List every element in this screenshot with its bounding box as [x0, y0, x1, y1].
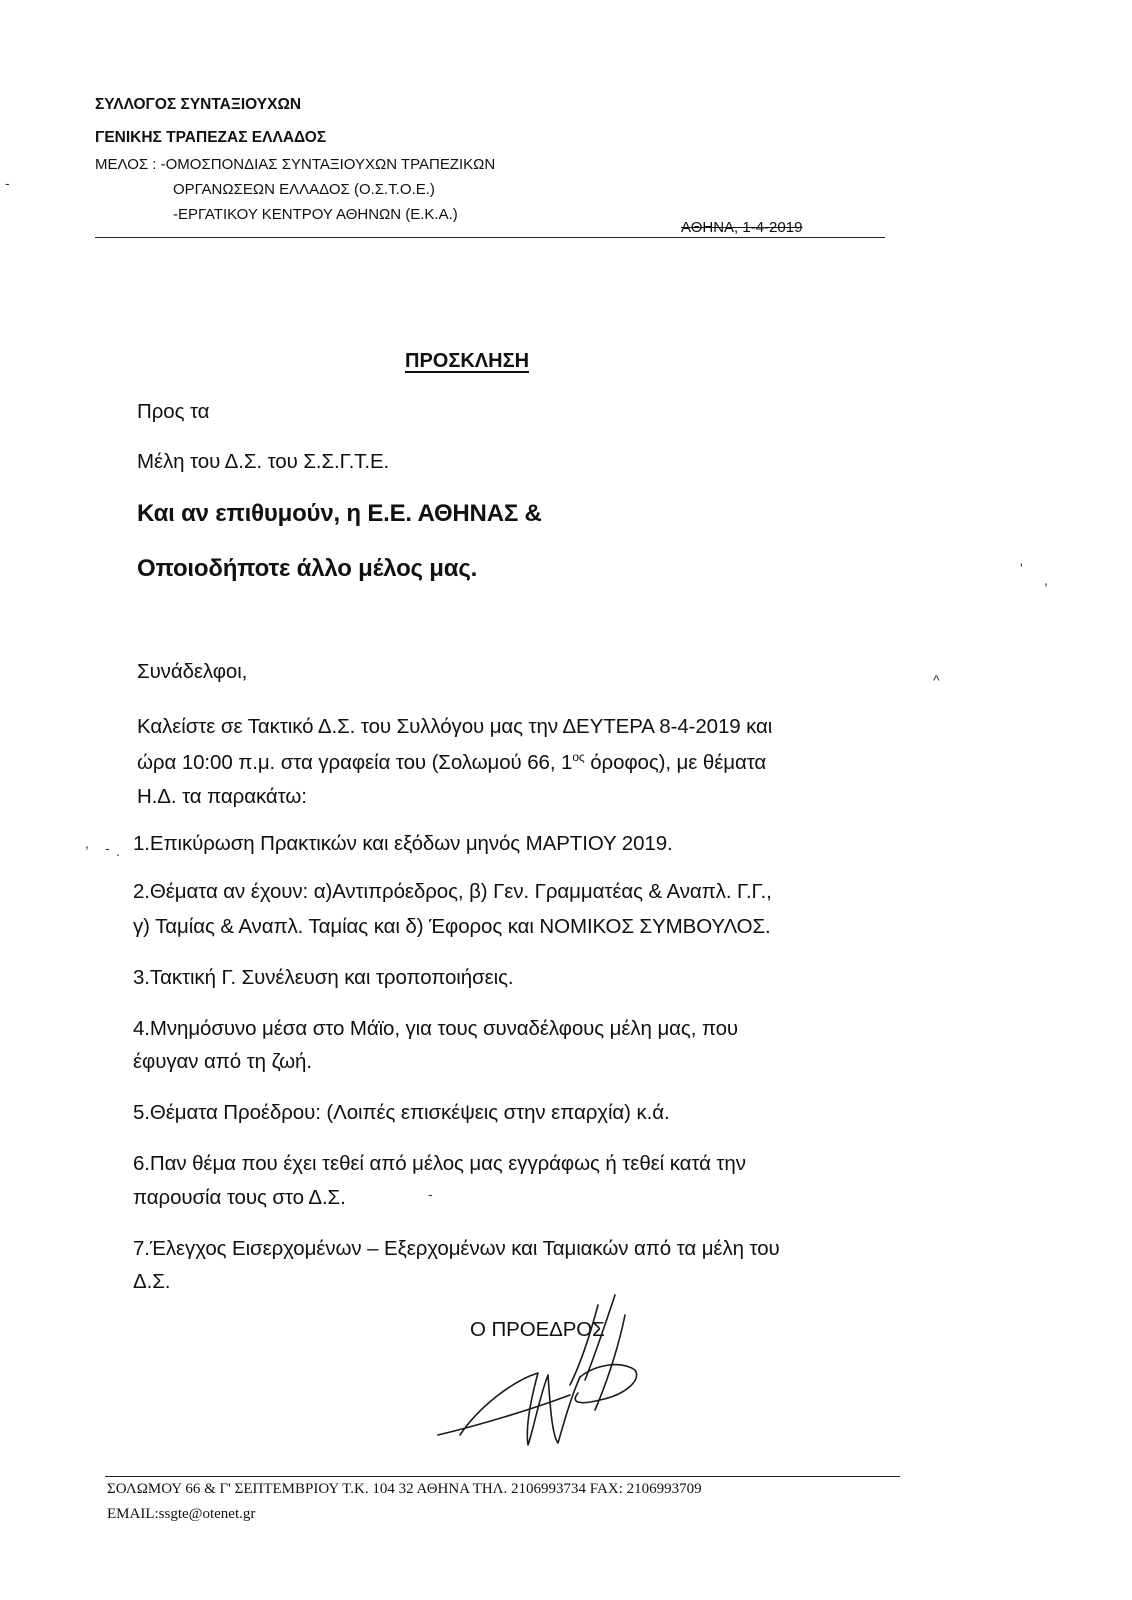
agenda-item-6-line1: 6.Παν θέμα που έχει τεθεί από μέλος μας εγγράφως ή τεθεί κατά την [133, 1152, 746, 1175]
agenda-item-4-line1: 4.Μνημόσυνο μέσα στο Μάϊο, για τους συναδέλφους μέλη μας, που [133, 1017, 739, 1040]
agenda-item-4-line2: έφυγαν από τη ζωή. [133, 1050, 312, 1073]
document-title: ΠΡΟΣΚΛΗΣΗ [405, 350, 530, 372]
floor-ordinal-superscript: ος [572, 750, 585, 764]
document-date: ΑΘΗΝΑ, 1-4-2019 [681, 219, 803, 236]
recipient-line4: Οποιοδήποτε άλλο μέλος μας. [137, 555, 478, 582]
intro-line2-end: όροφος), με θέματα [584, 751, 767, 774]
footer-divider [105, 1476, 900, 1477]
scan-speck: ^ [933, 672, 940, 688]
recipient-line3: Και αν επιθυμούν, η Ε.Ε. ΑΘΗΝΑΣ & [137, 500, 542, 527]
membership-line1: ΜΕΛΟΣ : -ΟΜΟΣΠΟΝΔΙΑΣ ΣΥΝΤΑΞΙΟΥΧΩΝ ΤΡΑΠΕΖΙΚΩΝ [95, 156, 496, 173]
intro-line2 [137, 750, 766, 775]
footer-address: ΣΟΛΩΜΟΥ 66 & Γ' ΣΕΠΤΕΜΒΡΙΟΥ Τ.Κ. 104 32 ΑΘΗΝΑ ΤΗΛ. 2106993734 FAX: 2106993709 [107, 1481, 702, 1497]
agenda-item-5: 5.Θέματα Προέδρου: (Λοιπές επισκέψεις στην επαρχία) κ.ά. [133, 1101, 670, 1124]
intro-line1: Καλείστε σε Τακτικό Δ.Σ. του Συλλόγου μας την ΔΕΥΤΕΡΑ 8-4-2019 και [137, 715, 773, 738]
agenda-item-6-line2: παρουσία τους στο Δ.Σ. [133, 1186, 346, 1209]
agenda-item-2-line1: 2.Θέματα αν έχουν: α)Αντιπρόεδρος, β) Γεν. Γραμματέας & Αναπλ. Γ.Γ., [133, 880, 772, 903]
scan-speck: , [85, 835, 89, 851]
agenda-item-3: 3.Τακτική Γ. Συνέλευση και τροποποιήσεις. [133, 966, 514, 989]
scan-speck: ' [1020, 560, 1023, 576]
scan-speck: . [116, 843, 120, 859]
agenda-item-2-line2: γ) Ταμίας & Αναπλ. Ταμίας και δ) Έφορος και ΝΟΜΙΚΟΣ ΣΥΜΒΟΥΛΟΣ. [133, 915, 771, 938]
membership-line3: -ΕΡΓΑΤΙΚΟΥ ΚΕΝΤΡΟΥ ΑΘΗΝΩΝ (Ε.Κ.Α.) [173, 206, 458, 223]
agenda-item-1: 1.Επικύρωση Πρακτικών και εξόδων μηνός ΜΑΡΤΙΟΥ 2019. [133, 832, 673, 855]
org-name-line2: ΓΕΝΙΚΗΣ ΤΡΑΠΕΖΑΣ ΕΛΛΑΔΟΣ [95, 129, 327, 146]
scan-speck: - [428, 1186, 433, 1202]
intro-line2-start: ώρα 10:00 π.μ. στα γραφεία του (Σολωμού 66, 1 [137, 751, 573, 774]
agenda-item-7-line2: Δ.Σ. [133, 1270, 171, 1293]
signatory-role: Ο ΠΡΟΕΔΡΟΣ [470, 1318, 605, 1341]
header-divider [95, 237, 885, 238]
scan-speck: - [105, 840, 110, 856]
scan-speck: - [5, 175, 10, 191]
recipient-line1: Προς τα [137, 400, 210, 423]
agenda-item-7-line1: 7.Έλεγχος Εισερχομένων – Εξερχομένων και Ταμιακών από τα μέλη του [133, 1237, 780, 1260]
intro-line3: Η.Δ. τα παρακάτω: [137, 785, 307, 808]
footer-email: EMAIL:ssgte@otenet.gr [107, 1506, 256, 1522]
scan-speck: , [1044, 572, 1048, 588]
handwritten-signature [420, 1285, 680, 1465]
greeting: Συνάδελφοι, [137, 660, 248, 683]
org-name-line1: ΣΥΛΛΟΓΟΣ ΣΥΝΤΑΞΙΟΥΧΩΝ [95, 96, 302, 113]
recipient-line2: Μέλη του Δ.Σ. του Σ.Σ.Γ.Τ.Ε. [137, 450, 390, 473]
membership-line2: ΟΡΓΑΝΩΣΕΩΝ ΕΛΛΑΔΟΣ (Ο.Σ.Τ.Ο.Ε.) [173, 181, 435, 198]
